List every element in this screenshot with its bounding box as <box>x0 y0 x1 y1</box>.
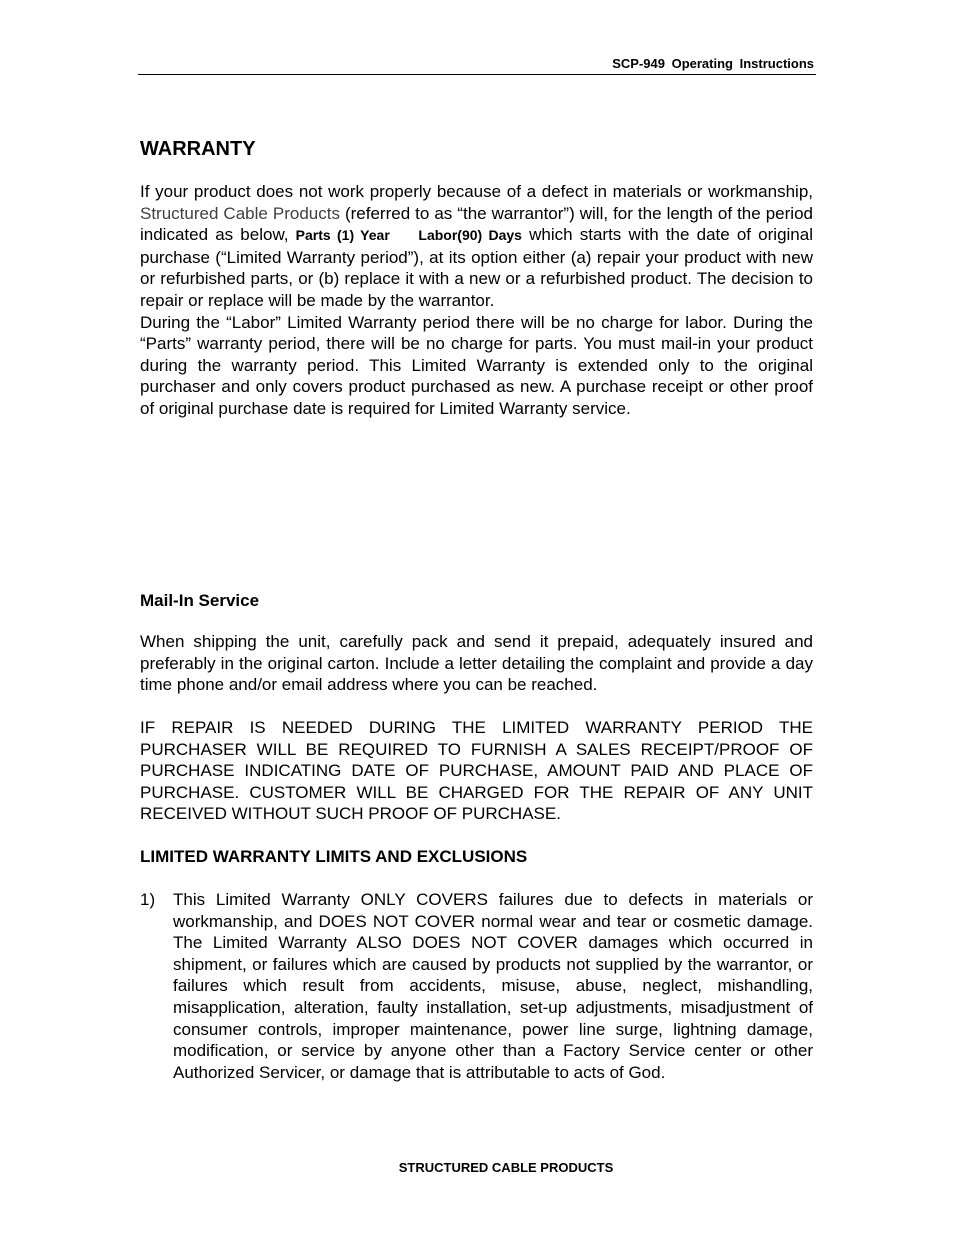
warranty-text-part2: (referred to as “the warrantor”) will, for the length of the period indicated as below, <box>140 203 813 245</box>
warranty-heading: WARRANTY <box>140 138 256 160</box>
page-header <box>138 56 816 75</box>
labor-parts-paragraph: During the “Labor” Limited Warranty period there will be no charge for labor. During the “Parts” warranty period, there will be no charge for parts. You must mail-in your product during the warranty period. This Limited Warranty is extended only to the original purchaser and only covers product purchased as new. A purchase receipt or other proof of original purchase date is required for Limited Warranty service. <box>140 312 813 418</box>
exclusions-list <box>140 889 813 1083</box>
list-item-number: 1) <box>140 890 156 909</box>
parts-term: Parts (1) Year <box>295 227 390 244</box>
page-footer <box>0 1160 954 1175</box>
warranty-text-part3: which starts with the date of original purchase (“Limited Warranty period”), at its option either (a) repair your product with new or refurbished parts, or (b) replace it with a new or a refurbished product. The decision to repair or replace will be made by the warrantor. <box>140 225 813 310</box>
company-name: Structured Cable Products <box>140 203 340 223</box>
mail-in-paragraph: When shipping the unit, carefully pack and send it prepaid, adequately insured and preferably in the original carton. Include a letter detailing the complaint and provide a day time phone and/or email address where you can be reached. <box>140 632 813 695</box>
footer-text: STRUCTURED CABLE PRODUCTS <box>398 1160 614 1175</box>
list-item-text: This Limited Warranty ONLY COVERS failures due to defects in materials or workmanship, and DOES NOT COVER normal wear and tear or cosmetic damage. The Limited Warranty ALSO DOES NOT COVER damages which occurred in shipment, or failures which are caused by products not supplied by the warrantor, or failures which result from accidents, misuse, abuse, neglect, mishandling, misapplication, alteration, faulty installation, set-up adjustments, misadjustment of consumer controls, improper maintenance, power line surge, lightning damage, modification, or service by anyone other than a Factory Service center or other Authorized Servicer, or damage that is attributable to acts of God. <box>173 890 813 1082</box>
labor-term: Labor(90) Days <box>418 227 522 244</box>
list-item <box>140 889 813 1083</box>
mail-in-heading: Mail-In Service <box>140 591 260 610</box>
warranty-section-body <box>140 181 813 420</box>
warranty-paragraph <box>140 181 813 312</box>
warranty-text-part1: If your product does not work properly because of a defect in materials or workmanship, <box>140 182 813 201</box>
limits-heading: LIMITED WARRANTY LIMITS AND EXCLUSIONS <box>140 847 528 866</box>
document-title: SCP-949 Operating Instructions <box>612 56 814 71</box>
repair-notice: IF REPAIR IS NEEDED DURING THE LIMITED WARRANTY PERIOD THE PURCHASER WILL BE REQUIRED TO FURNISH A SALES RECEIPT/PROOF OF PURCHASE INDICATING DATE OF PURCHASE, AMOUNT PAID AND PLACE OF PURCHASE. CUSTOMER WILL BE CHARGED FOR THE REPAIR OF ANY UNIT RECEIVED WITHOUT SUCH PROOF OF PURCHASE. <box>140 718 813 824</box>
